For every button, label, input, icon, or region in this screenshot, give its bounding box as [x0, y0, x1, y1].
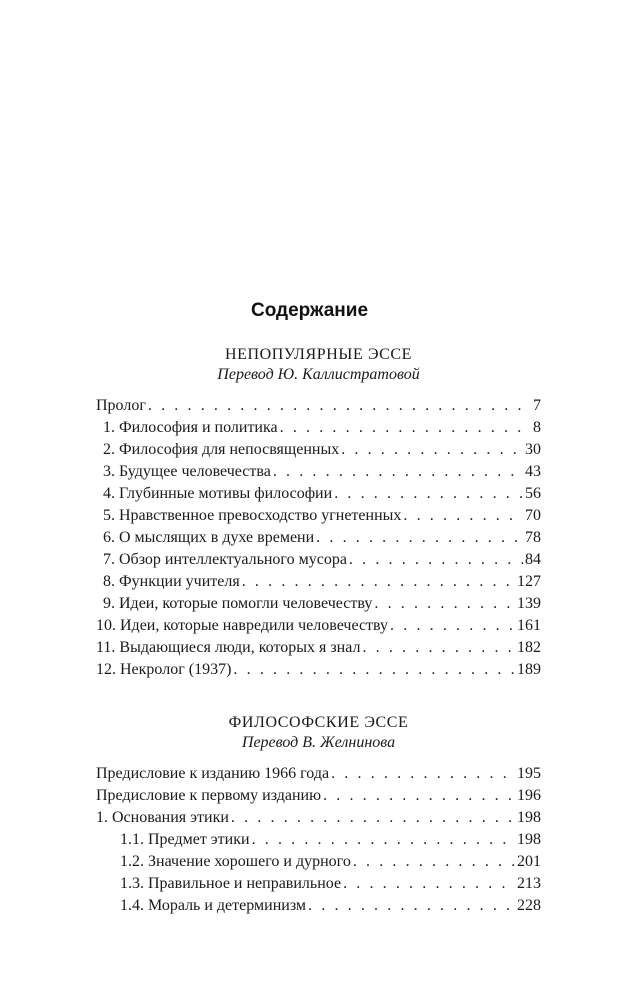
toc-entry [96, 417, 541, 439]
dot-leader [349, 549, 523, 571]
dot-leader [331, 763, 515, 785]
toc-entry [96, 895, 541, 917]
dot-leader [233, 659, 515, 681]
toc-entry-title: 1. Основания этики [96, 809, 229, 826]
toc-entry-page: 8 [533, 419, 541, 436]
toc-entry-page: 213 [517, 875, 541, 892]
toc-entry-page: 196 [517, 787, 541, 804]
toc-entry-title: 4. Глубинные мотивы философии [103, 485, 333, 502]
contents-heading: Содержание [250, 300, 369, 321]
toc-entry [96, 483, 541, 505]
toc-entry [96, 461, 541, 483]
toc-entry-title: 6. О мыслящих в духе времени [103, 529, 315, 546]
dot-leader [390, 615, 515, 637]
toc-entry-page: 198 [517, 809, 541, 826]
toc-entry-title: 1.1. Предмет этики [120, 831, 250, 848]
toc-entry [96, 829, 541, 851]
toc-entry [96, 873, 541, 895]
toc-entry-list [96, 763, 541, 917]
section-translator: Перевод В. Желнинова [241, 734, 396, 751]
dot-leader [343, 873, 515, 895]
dot-leader [353, 851, 515, 873]
toc-entry-title: 1.3. Правильное и неправильное [120, 875, 342, 892]
toc-entry-page: 70 [525, 507, 541, 524]
toc-entry-page: 228 [517, 897, 541, 914]
toc-entry [96, 615, 541, 637]
toc-entry [96, 439, 541, 461]
toc-entry-title: Пролог [96, 397, 146, 414]
toc-entry-page: 127 [517, 573, 541, 590]
toc-entry-page: 139 [517, 595, 541, 612]
toc-entry-title: Предисловие к первому изданию [96, 787, 322, 804]
dot-leader [334, 483, 523, 505]
toc-entry [96, 571, 541, 593]
toc-entry-page: 43 [525, 463, 541, 480]
toc-entry-page: 56 [525, 485, 541, 502]
toc-entry [96, 593, 541, 615]
toc-entry-page: 7 [533, 397, 541, 414]
dot-leader [341, 439, 523, 461]
dot-leader [403, 505, 523, 527]
toc-entry [96, 505, 541, 527]
toc-entry-title: Предисловие к изданию 1966 года [96, 765, 330, 782]
toc-entry-page: 198 [517, 831, 541, 848]
toc-entry-title: 1.4. Мораль и детерминизм [120, 897, 307, 914]
section-translator: Перевод Ю. Каллистратовой [217, 366, 420, 383]
toc-entry [96, 763, 541, 785]
toc-entry [96, 527, 541, 549]
toc-entry [96, 549, 541, 571]
dot-leader [374, 593, 515, 615]
toc-entry [96, 395, 541, 417]
dot-leader [231, 807, 515, 829]
toc-entry [96, 637, 541, 659]
toc-entry [96, 807, 541, 829]
toc-entry-title: 2. Философия для непосвященных [103, 441, 340, 458]
dot-leader [242, 571, 515, 593]
section-title: НЕПОПУЛЯРНЫЕ ЭССЕ [224, 346, 413, 363]
dot-leader [280, 417, 531, 439]
toc-section-philosophical-essays [96, 713, 541, 917]
dot-leader [323, 785, 515, 807]
toc-entry-title: 3. Будущее человечества [103, 463, 271, 480]
toc-entry [96, 785, 541, 807]
toc-entry-title: 12. Некролог (1937) [96, 661, 232, 678]
dot-leader [148, 395, 531, 417]
toc-entry-page: 84 [525, 551, 541, 568]
toc-entry-page: 189 [517, 661, 541, 678]
toc-entry [96, 659, 541, 681]
toc-entry-title: 9. Идеи, которые помогли человечеству [103, 595, 373, 612]
toc-entry-page: 30 [525, 441, 541, 458]
toc-entry-title: 8. Функции учителя [103, 573, 240, 590]
section-title: ФИЛОСОФСКИЕ ЭССЕ [228, 714, 409, 731]
toc-entry-title: 1. Философия и политика [103, 419, 278, 436]
toc-entry-list [96, 395, 541, 681]
toc-section-unpopular-essays [96, 345, 541, 681]
dot-leader [308, 895, 515, 917]
toc-entry-title: 1.2. Значение хорошего и дурного [120, 853, 351, 870]
toc-entry-title: 10. Идеи, которые навредили человечеству [96, 617, 389, 634]
dot-leader [362, 637, 515, 659]
toc-entry-page: 78 [525, 529, 541, 546]
dot-leader [252, 829, 515, 851]
toc-entry-page: 161 [517, 617, 541, 634]
dot-leader [316, 527, 523, 549]
dot-leader [273, 461, 523, 483]
toc-entry-title: 7. Обзор интеллектуального мусора [103, 551, 347, 568]
toc-entry-page: 195 [517, 765, 541, 782]
toc-entry-page: 182 [517, 639, 541, 656]
toc-entry-title: 11. Выдающиеся люди, которых я знал [96, 639, 361, 656]
toc-entry [96, 851, 541, 873]
toc-entry-title: 5. Нравственное превосходство угнетенных [103, 507, 402, 524]
toc-entry-page: 201 [517, 853, 541, 870]
